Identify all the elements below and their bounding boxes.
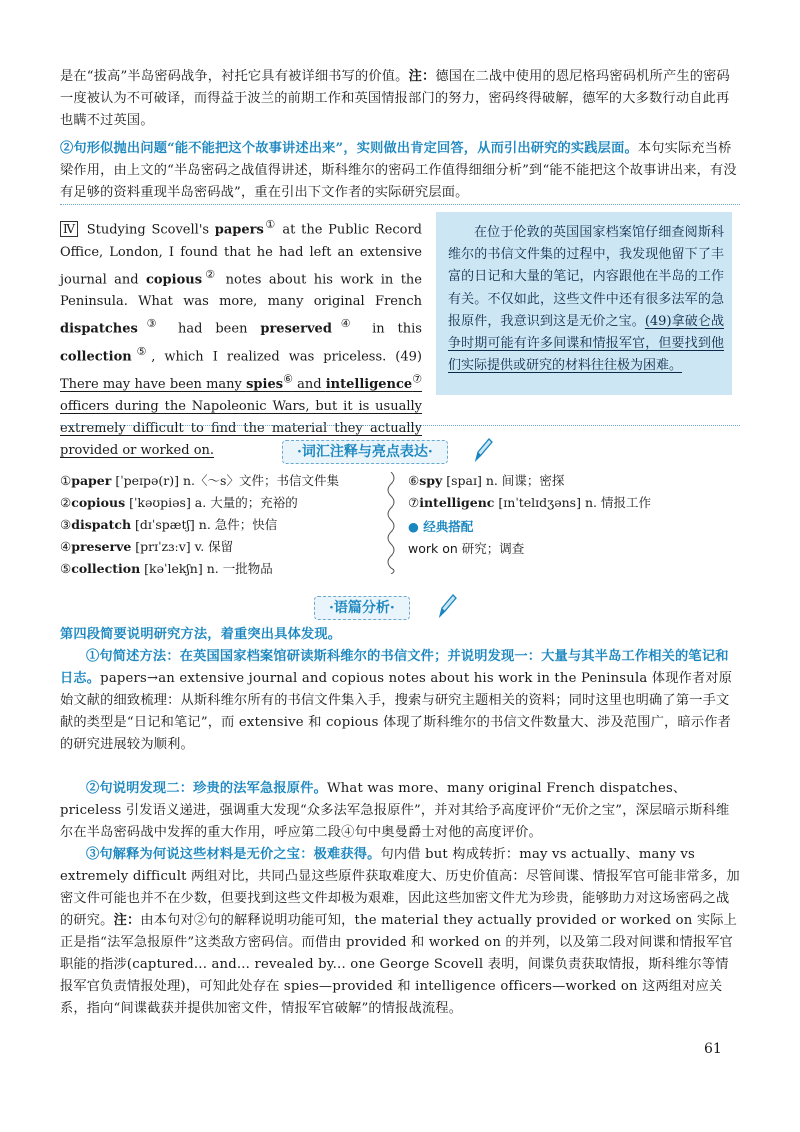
analysis-1-heading: ①句简述方法：在英国国家档案馆研读斯科维尔的书信文件；并说明发现一：大量与其半岛工作相关的笔记和日志。	[60, 649, 729, 686]
vocab-word: spies	[246, 376, 284, 392]
underlined-text: officers during the Napoleonic Wars, but it is usually extremely difficult to find the material they actually provided or worked on.	[60, 399, 422, 459]
vocab-item	[60, 492, 380, 514]
vocab-marker: ⑦	[412, 372, 422, 386]
vocab-list-right	[408, 470, 738, 560]
analysis-3-heading: ③句解释为何说这些材料是无价之宝：极难获得。	[86, 847, 381, 862]
vocab-definition: [prɪˈzɜːv] v. 保留	[131, 539, 234, 554]
analysis-intro	[60, 624, 740, 646]
vocab-item	[60, 470, 380, 492]
vocab-headword: dispatch	[71, 517, 132, 532]
vocab-headword: intelligenc	[419, 495, 495, 510]
sentence-2-analysis	[60, 138, 740, 204]
vocab-headword: copious	[71, 495, 126, 510]
vocab-banner: ·词汇注释与亮点表达·	[282, 440, 448, 464]
vocab-marker: ①	[263, 218, 277, 231]
english-text: notes about his work in the Peninsula. What was more, many original French	[60, 272, 422, 310]
vocab-word: collection	[60, 349, 132, 365]
top-paragraph-rest: 德国在二战中使用的恩尼格玛密码机所产生的密码一度被认为不可破译，而得益于波兰的前期工作和英国情报部门的努力，密码终得破解，德军的大多数行动自此再也瞒不过英国。	[60, 69, 730, 128]
section-divider	[60, 425, 740, 426]
analysis-2-body: What was more、many original French dispatches、priceless 引发语义递进，强调重大发现“众多法军急报原件”，并对其给予高度评价“无价之宝”，深层暗示斯科维尔在半岛密码战中发挥的重大作用，呼应第二段④句中奥曼爵士对他的高度评价。	[60, 781, 730, 840]
vocab-number: ⑤	[60, 561, 72, 576]
vocab-number: ①	[60, 473, 72, 488]
english-text: Studying Scovell's	[81, 222, 215, 238]
vocab-headword: spy	[419, 473, 443, 488]
translation-text: 在位于伦敦的英国国家档案馆仔细查阅斯科维尔的书信文件集的过程中，我发现他留下了丰富的日记和大量的笔记，内容跟他在半岛的工作有关。不仅如此，这些文件中还有很多法军的急报原件，我意识到这是无价之宝。	[448, 225, 724, 329]
analysis-sentence-1	[60, 646, 740, 756]
vocab-marker: ⑥	[283, 372, 293, 386]
underlined-text: There may have been many	[60, 376, 247, 392]
analysis-intro-text: 第四段简要说明研究方法，着重突出具体发现。	[60, 627, 342, 642]
page-number: 61	[704, 1041, 722, 1057]
vocab-definition: [spaɪ] n. 间谍；密探	[442, 473, 565, 488]
vocab-item	[408, 492, 738, 514]
translation-box	[436, 212, 732, 395]
vocab-word: intelligence	[325, 376, 413, 392]
vocab-number: ④	[60, 539, 72, 554]
vocab-item	[408, 470, 738, 492]
sentence-2-body: 本句实际充当桥梁作用，由上文的“半岛密码之战值得讲述，斯科维尔的密码工作值得细细分析”到“能不能把这个故事讲出来，有没有足够的资料重现半岛密码战”，重在引出下文作者的实际研究层面。	[60, 141, 737, 200]
pen-icon	[436, 592, 458, 618]
vocab-list-left	[60, 470, 380, 580]
note-label: 注：	[408, 69, 436, 84]
underlined-text: and	[292, 376, 326, 392]
classic-collocation-label: 经典搭配	[423, 519, 474, 534]
analysis-banner: ·语篇分析·	[314, 596, 410, 620]
analysis-3-body: 句内借 but 构成转折：may vs actually、many vs extremely difficult 两组对比，共同凸显这些原件获取难度大、历史价值高：尽管间谍、情报军官可能非常多，加密文件可能也并不在少数，但要找到这些文件却极为艰难，因此这些加密文件尤为珍贵，能够助力对这场密码之战的研究。	[60, 847, 740, 928]
vocab-marker: ③	[137, 317, 166, 331]
classic-collocation-heading	[408, 516, 738, 538]
section-numeral: Ⅳ	[60, 221, 78, 237]
vocab-item	[60, 558, 380, 580]
vocab-number: ⑦	[408, 495, 420, 510]
spring-divider	[384, 472, 398, 574]
english-text: , which I realized was priceless. (49)	[151, 349, 422, 365]
vocab-word: dispatches	[60, 321, 138, 337]
vocab-word: preserved	[260, 321, 332, 337]
vocab-word: copious	[145, 272, 203, 288]
english-text: at the Public Record Office, London, I found that he had left an extensive journal and	[60, 222, 422, 288]
vocab-number: ②	[60, 495, 72, 510]
vocab-headword: preserve	[71, 539, 132, 554]
vocab-item	[60, 536, 380, 558]
vocab-number: ⑥	[408, 473, 420, 488]
vocab-definition: [ˈkəʊpiəs] a. 大量的；充裕的	[125, 495, 298, 510]
section-divider	[60, 204, 740, 205]
vocab-headword: paper	[71, 473, 112, 488]
english-text: had been	[165, 321, 261, 337]
vocab-definition: [kəˈlekʃn] n. 一批物品	[140, 561, 273, 576]
translation-underlined: (49)拿破仑战争时期可能有许多间谍和情报军官，但要找到他们实际提供或研究的材料往往极为困难。	[448, 313, 724, 374]
sentence-2-heading: ②句形似抛出问题“能不能把这个故事讲述出来”，实则做出肯定回答，从而引出研究的实践层面。	[60, 141, 638, 156]
vocab-marker: ②	[202, 267, 219, 281]
vocab-item	[60, 514, 380, 536]
vocab-marker: ④	[331, 317, 360, 331]
english-text: in this	[359, 321, 422, 337]
note-label: 注：	[113, 913, 141, 928]
top-paragraph	[60, 66, 740, 132]
analysis-1-body: papers→an extensive journal and copious notes about his work in the Peninsula 体现作者对原始文献的细致梳理：从斯科维尔所有的书信文件集入手，搜索与研究主题相关的资料；同时这里也明确了第一手文献的类型是“日记和笔记”，而 extensive 和 copious 体现了斯科维尔的书信文件数量大、涉及范围广，暗示作者的研究进展较为顺利。	[60, 671, 733, 752]
vocab-number: ③	[60, 517, 72, 532]
bullet-dot-icon: ●	[408, 519, 424, 534]
analysis-sentence-3	[60, 844, 740, 1020]
analysis-3-note: 由本句对②句的解释说明功能可知，the material they actually provided or worked on 实际上正是指“法军急报原件”这类敌方密码信。而借由 provided 和 worked on 的并列，以及第二段对间谍和情报军官职能的指涉(captured... and... revealed by... one George Scovell 表明，间谍负责获取情报，斯科维尔等情报军官负责情报处理)，可知此处存在 spies—provided 和 intelligence officers—worked on 这两组对应关系，指向“间谍截获并提供加密文件，情报军官破解”的情报战流程。	[60, 913, 738, 1016]
vocab-marker: ⑤	[131, 345, 152, 358]
classic-collocation-item: work on 研究；调查	[408, 541, 525, 556]
vocab-definition: [ɪnˈtelɪdʒəns] n. 情报工作	[494, 495, 651, 510]
analysis-2-heading: ②句说明发现二：珍贵的法军急报原件。	[86, 781, 327, 796]
vocab-word: papers	[214, 222, 264, 238]
vocab-headword: collection	[71, 561, 141, 576]
vocab-definition: [dɪˈspætʃ] n. 急件；快信	[131, 517, 278, 532]
pen-icon	[472, 436, 494, 462]
analysis-sentence-2	[60, 778, 740, 844]
vocab-definition: [ˈpeɪpə(r)] n.〈～s〉文件；书信文件集	[111, 473, 339, 488]
top-paragraph-line: 是在“拔高”半岛密码战争，衬托它具有被详细书写的价值。	[60, 69, 409, 84]
